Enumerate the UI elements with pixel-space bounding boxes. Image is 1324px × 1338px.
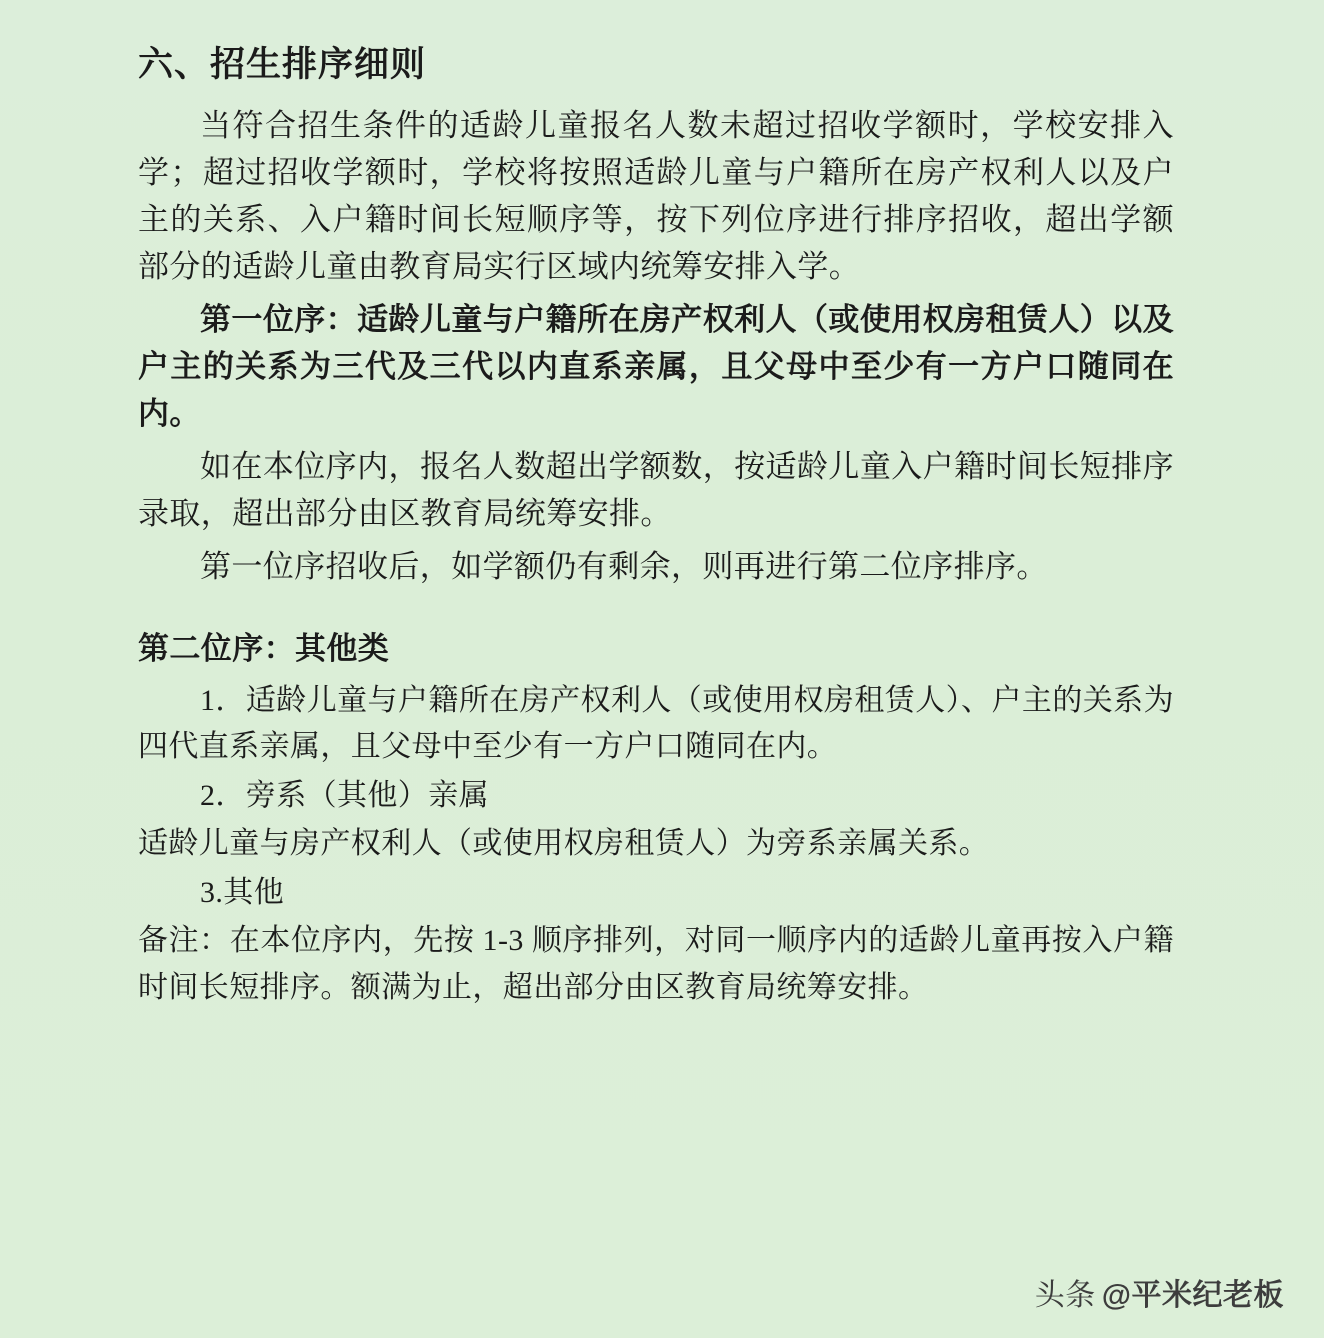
paragraph-intro: 当符合招生条件的适龄儿童报名人数未超过招收学额时，学校安排入学；超过招收学额时，学校将按照适龄儿童与户籍所在房产权利人以及户主的关系、入户籍时间长短顺序等，按下列位序进行排序招收，超出学额部分的适龄儿童由教育局实行区域内统筹安排入学。 [138,107,1174,284]
paragraph-second-rank-title: 第二位序：其他类 [138,630,390,666]
paragraph-first-rank-note: 如在本位序内，报名人数超出学额数，按适龄儿童入户籍时间长短排序录取，超出部分由区教育局统筹安排。 [138,449,1174,532]
page-title: 六、招生排序细则 [138,45,427,84]
paragraph-first-rank-remainder: 第一位序招收后，如学额仍有剩余，则再进行第二位序排序。 [200,549,1048,585]
paragraph-first-rank: 第一位序：适龄儿童与户籍所在房产权利人（或使用权房租赁人）以及户主的关系为三代及三代以内直系亲属，且父母中至少有一方户口随同在内。 [138,301,1174,432]
paragraph-second-rank-remark: 备注：在本位序内，先按 1-3 顺序排列，对同一顺序内的适龄儿童再按入户籍时间长短排序。额满为止，超出部分由区教育局统筹安排。 [138,924,1174,1004]
watermark-author: @平米纪老板 [1101,1279,1284,1312]
watermark [1035,1270,1284,1314]
paragraph-second-rank-item-3: 3.其他 [200,875,285,909]
paragraph-second-rank-item-2: 2．旁系（其他）亲属 [200,778,489,812]
watermark-source: 头条 [1034,1279,1096,1312]
paragraph-second-rank-item-2-detail: 适龄儿童与房产权利人（或使用权房租赁人）为旁系亲属关系。 [138,827,990,861]
paragraph-second-rank-item-1: 1．适龄儿童与户籍所在房产权利人（或使用权房租赁人）、户主的关系为四代直系亲属，且父母中至少有一方户口随同在内。 [138,683,1174,764]
